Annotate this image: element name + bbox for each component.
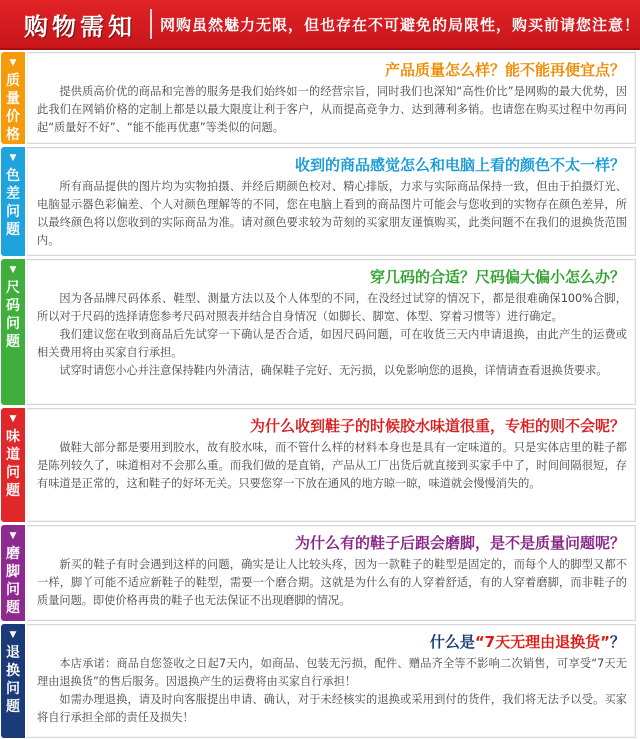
section-body	[27, 653, 635, 727]
section-body	[27, 554, 635, 610]
tab-returns	[1, 624, 25, 738]
tab-quality-price	[1, 52, 25, 144]
tab-label: 质量价格	[6, 73, 20, 143]
chevron-down-icon: ▼	[9, 414, 17, 424]
question-highlight: “7天无理由退换货”	[474, 633, 610, 651]
section-body	[27, 288, 635, 380]
paragraph: 因为各品牌尺码体系、鞋型、测量方法以及个人体型的不同，在没经过试穿的情况下，都是很难确保100%合脚，所以对于尺码的选择请您参考尺码对照表并结合自身情况（如脚长、脚宽、体型、穿着习惯等）进行确定。	[37, 292, 627, 323]
section-card	[27, 525, 636, 621]
paragraph: 新买的鞋子有时会遇到这样的问题，确实是让人比较头疼，因为一款鞋子的鞋型是固定的，而每个人的脚型又都不一样，脚丫可能不适应新鞋子的鞋型，需要一个磨合期。这就是为什么有的人穿着舒适，有的人穿着磨脚，而非鞋子的质量问题。即使价格再贵的鞋子也无法保证不出现磨脚的情况。	[37, 558, 627, 607]
chevron-down-icon: ▼	[9, 630, 17, 640]
section-card	[27, 147, 636, 256]
section-body	[27, 176, 635, 250]
section-heel-rubbing	[0, 525, 640, 621]
tab-label: 味道问题	[6, 429, 20, 499]
tab-odor	[1, 408, 25, 522]
chevron-down-icon: ▼	[9, 531, 17, 541]
tab-label: 退换问题	[6, 645, 20, 715]
tab-label: 尺码问题	[6, 280, 20, 350]
tab-label: 磨脚问题	[6, 546, 20, 616]
section-question	[27, 625, 635, 653]
section-returns	[0, 624, 640, 738]
section-question: 为什么有的鞋子后跟会磨脚，是不是质量问题呢？	[294, 534, 625, 552]
chevron-down-icon: ▼	[9, 265, 17, 275]
section-card	[27, 624, 636, 738]
section-odor	[0, 408, 640, 522]
section-question: 穿几码的合适？尺码偏大偏小怎么办？	[369, 268, 625, 286]
paragraph: 所有商品提供的图片均为实物拍摄、并经后期颜色校对、精心排版，力求与实际商品保持一致，但由于拍摄灯光、电脑显示器色彩偏差、个人对颜色理解等的不同，您在电脑上看到的商品图片可能会与您收到的实物存在颜色差异，所以最终颜色将以您收到的实际商品为准。请对颜色要求较为苛刻的买家朋友谨慎购买，此类问题不在我们的退换货范围内。	[37, 180, 627, 247]
section-color-difference	[0, 147, 640, 256]
page-header	[0, 0, 640, 50]
section-card	[27, 408, 636, 522]
section-quality-price	[0, 52, 640, 144]
tab-color-difference	[1, 147, 25, 256]
paragraph: 做鞋大部分都是要用到胶水，故有胶水味，而不管什么样的材料本身也是具有一定味道的。只是实体店里的鞋子都是陈列较久了，味道相对不会那么重。而我们做的是直销，产品从工厂出货后就直接到买家手中了，时间间隔很短，存有味道是正常的，这和鞋子的好坏无关。只要您穿一下放在通风的地方晾一晾，味道就会慢慢消失的。	[37, 441, 627, 490]
paragraph: 如需办理退换，请及时向客服提出申请、确认，对于未经核实的退换或采用到付的货件，我们将无法予以受。买家将自行承担全部的责任及损失！	[37, 693, 627, 724]
header-divider	[150, 9, 152, 39]
tab-heel-rubbing	[1, 525, 25, 621]
section-card	[27, 52, 636, 144]
section-size	[0, 259, 640, 405]
tab-label: 色差问题	[6, 168, 20, 238]
section-question: 收到的商品感觉怎么和电脑上看的颜色不太一样？	[294, 156, 625, 174]
chevron-down-icon: ▼	[9, 153, 17, 163]
section-question: 产品质量怎么样？能不能再便宜点？	[384, 61, 625, 79]
tab-size	[1, 259, 25, 405]
paragraph: 本店承诺：商品自您签收之日起7天内，如商品、包装无污损，配件、赠品齐全等不影响二次销售，可享受“7天无理由退换货”的售后服务。因退换产生的运费将由买家自行承担！	[37, 657, 627, 688]
question-text: 什么是	[429, 633, 475, 651]
paragraph: 我们建议您在收到商品后先试穿一下确认是否合适，如因尺码问题，可在收货三天内申请退换，由此产生的运费或相关费用将由买家自行承担。	[37, 328, 627, 359]
section-question: 为什么收到鞋子的时候胶水味道很重，专柜的则不会呢？	[249, 417, 625, 435]
section-body	[27, 437, 635, 493]
paragraph: 试穿时请您小心并注意保持鞋内外清洁，确保鞋子完好、无污损，以免影响您的退换，详情请查看退换货要求。	[59, 364, 608, 377]
question-mark: ？	[609, 633, 625, 651]
section-body	[27, 81, 635, 137]
section-card	[27, 259, 636, 405]
paragraph: 提供质高价优的商品和完善的服务是我们始终如一的经营宗旨，同时我们也深知“高性价比”是网购的最大优势，因此我们在网销价格的定制上都是以最大限度让利于客户，从而提高竞争力、达到薄利多销。也请您在购买过程中勿再问起“质量好不好”、“能不能再优惠”等类似的问题。	[37, 85, 627, 134]
chevron-down-icon: ▼	[9, 58, 17, 68]
page-subtitle: 网购虽然魅力无限，但也存在不可避免的局限性，购买前请您注意！	[159, 15, 640, 34]
page-title: 购物需知	[24, 11, 136, 41]
